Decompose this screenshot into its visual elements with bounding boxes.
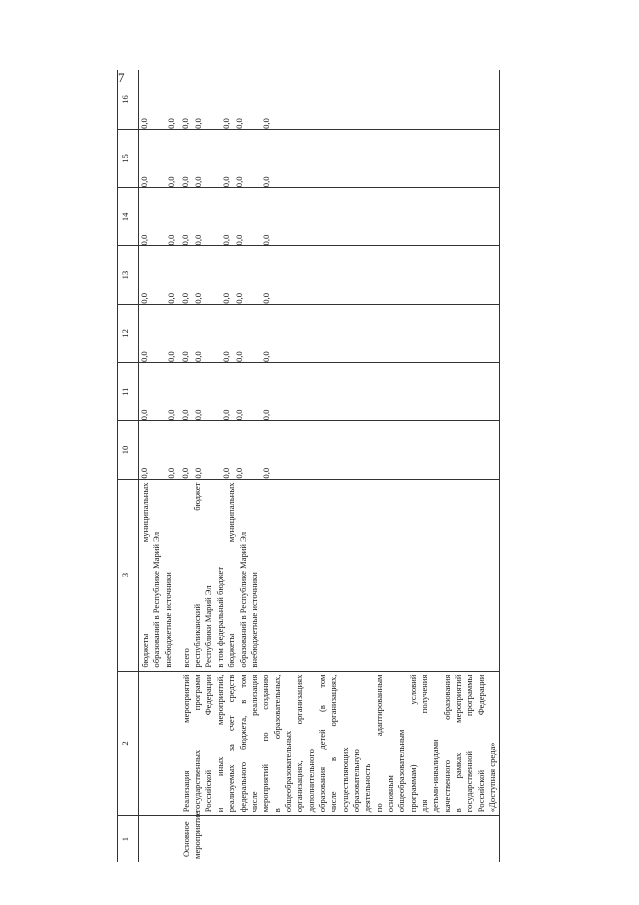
value: 0,0	[139, 118, 149, 129]
value: 0,0	[166, 409, 177, 421]
value-cell-col-12	[180, 304, 500, 362]
description-line: государственных программ	[192, 674, 203, 813]
description-line: общеобразовательных	[282, 730, 293, 813]
description-line: «Доступная среда»	[487, 742, 498, 813]
description-line: качественного образования	[441, 674, 452, 813]
value: 0,0	[261, 409, 272, 421]
column-header-2: 2	[118, 671, 139, 816]
value: 0,0	[179, 351, 190, 363]
value: 0,0	[193, 467, 204, 479]
value-cell-col-15	[139, 129, 180, 187]
budget-table	[117, 70, 500, 862]
column-header-14: 14	[118, 188, 139, 246]
value: 0,0	[179, 176, 190, 188]
empty-cell	[139, 671, 180, 816]
column-header-12: 12	[118, 304, 139, 362]
column-header-15: 15	[118, 129, 139, 187]
value: 0,0	[179, 234, 190, 246]
value: 0,0	[234, 293, 245, 304]
value: 0,0	[139, 176, 149, 188]
table-row-continuation	[139, 70, 180, 862]
description-line: числе реализация	[248, 674, 259, 813]
description-line: Российской Федерации	[475, 674, 486, 813]
description-line: деятельность	[362, 763, 373, 813]
column-header-3: 3	[118, 479, 139, 671]
source-label-line: образований в Республике Марий Эл	[151, 532, 162, 668]
value-cell-col-12	[139, 304, 180, 362]
value: 0,0	[234, 409, 245, 421]
description-line: программам) условий	[407, 674, 418, 813]
value-cell-col-14	[180, 188, 500, 246]
value: 0,0	[261, 467, 272, 479]
description-line: образования детей (в том	[316, 674, 327, 813]
value: 0,0	[220, 118, 231, 129]
value: 0,0	[193, 351, 204, 363]
value: 0,0	[139, 409, 149, 421]
row-type-line: Основное	[180, 821, 191, 858]
value: 0,0	[261, 176, 272, 188]
description-line: детьми-инвалидами	[430, 739, 441, 813]
source-label-line: Республики Марий Эл	[203, 585, 214, 668]
row-type-line: мероприятие	[192, 811, 203, 859]
description-line: Реализация мероприятий	[180, 674, 191, 813]
empty-cell	[139, 816, 180, 862]
column-header-1: 1	[118, 816, 139, 862]
value: 0,0	[166, 234, 177, 246]
source-cell	[139, 479, 180, 671]
value-cell-col-16	[139, 70, 180, 129]
column-header-10: 10	[118, 421, 139, 479]
value: 0,0	[193, 293, 204, 304]
description-line: в рамках мероприятий	[453, 674, 464, 813]
table-body	[139, 70, 500, 862]
description-line: реализуемых за счет средств	[226, 674, 237, 813]
value: 0,0	[179, 118, 190, 129]
value: 0,0	[234, 176, 245, 188]
value: 0,0	[220, 409, 231, 421]
column-header-13: 13	[118, 246, 139, 304]
description-line: основным	[384, 775, 395, 813]
value: 0,0	[139, 234, 149, 246]
source-cell	[180, 479, 500, 671]
activity-description-cell	[180, 671, 500, 816]
value: 0,0	[139, 351, 149, 363]
column-header-11: 11	[118, 363, 139, 421]
source-label-line: внебюджетные источники	[248, 572, 259, 668]
value: 0,0	[220, 351, 231, 363]
description-line: федерального бюджета, в том	[237, 674, 248, 813]
value: 0,0	[166, 176, 177, 188]
value: 0,0	[261, 293, 272, 304]
description-line: по адаптированным	[373, 674, 384, 813]
description-line: числе в организациях,	[328, 674, 339, 813]
description-line: для получения	[419, 674, 429, 813]
description-line: Российской Федерации	[203, 674, 214, 813]
value-cell-col-11	[139, 363, 180, 421]
value-cell-col-16	[180, 70, 500, 129]
source-label-line: в том федеральный бюджет	[214, 566, 225, 668]
value: 0,0	[179, 409, 190, 421]
source-label-line: всего	[180, 648, 191, 668]
description-line: и иных мероприятий,	[214, 674, 225, 813]
row-type-cell	[180, 811, 500, 862]
value: 0,0	[193, 176, 204, 188]
description-line: общеобразовательным	[396, 729, 407, 813]
source-label-line: образований в Республике Марий Эл	[237, 532, 248, 668]
value-cell-col-10	[180, 421, 500, 479]
value: 0,0	[166, 351, 177, 363]
value: 0,0	[234, 467, 245, 479]
source-label-line: внебюджетные источники	[162, 572, 173, 668]
description-line: государственной программы	[464, 674, 475, 813]
value-cell-col-13	[180, 246, 500, 304]
description-line: дополнительного	[305, 749, 316, 813]
source-label-line: республиканский бюджет	[192, 482, 203, 668]
value-cell-col-14	[139, 188, 180, 246]
page-number: 7	[118, 70, 125, 85]
value: 0,0	[261, 234, 272, 246]
source-label-line: бюджеты муниципальных	[140, 482, 150, 668]
value-cell-col-13	[139, 246, 180, 304]
rotated-table-container	[117, 70, 509, 862]
description-line: в образовательных,	[271, 674, 282, 813]
description-line: мероприятий по созданию	[260, 674, 271, 813]
value: 0,0	[193, 409, 204, 421]
value: 0,0	[179, 467, 190, 479]
value-cell-col-15	[180, 129, 500, 187]
value: 0,0	[139, 293, 149, 304]
table-header	[118, 70, 139, 862]
value: 0,0	[193, 118, 204, 129]
column-header-16: 16	[118, 70, 139, 129]
value: 0,0	[179, 293, 190, 304]
value: 0,0	[166, 293, 177, 304]
value: 0,0	[139, 467, 149, 479]
description-line: осуществляющих	[339, 747, 350, 813]
value: 0,0	[166, 118, 177, 129]
value: 0,0	[234, 234, 245, 246]
value: 0,0	[166, 467, 177, 479]
value-cell-col-11	[180, 363, 500, 421]
value-cell-col-10	[139, 421, 180, 479]
value: 0,0	[220, 467, 231, 479]
description-line: образовательную	[350, 749, 361, 813]
value: 0,0	[261, 351, 272, 363]
value: 0,0	[193, 234, 204, 246]
value: 0,0	[261, 118, 272, 129]
value: 0,0	[220, 234, 231, 246]
source-label-line: бюджеты муниципальных	[226, 482, 237, 668]
value: 0,0	[234, 118, 245, 129]
value: 0,0	[234, 351, 245, 363]
description-line: организациях, организациях	[294, 674, 305, 813]
table-row-main-activity	[180, 70, 500, 862]
value: 0,0	[220, 293, 231, 304]
value: 0,0	[220, 176, 231, 188]
